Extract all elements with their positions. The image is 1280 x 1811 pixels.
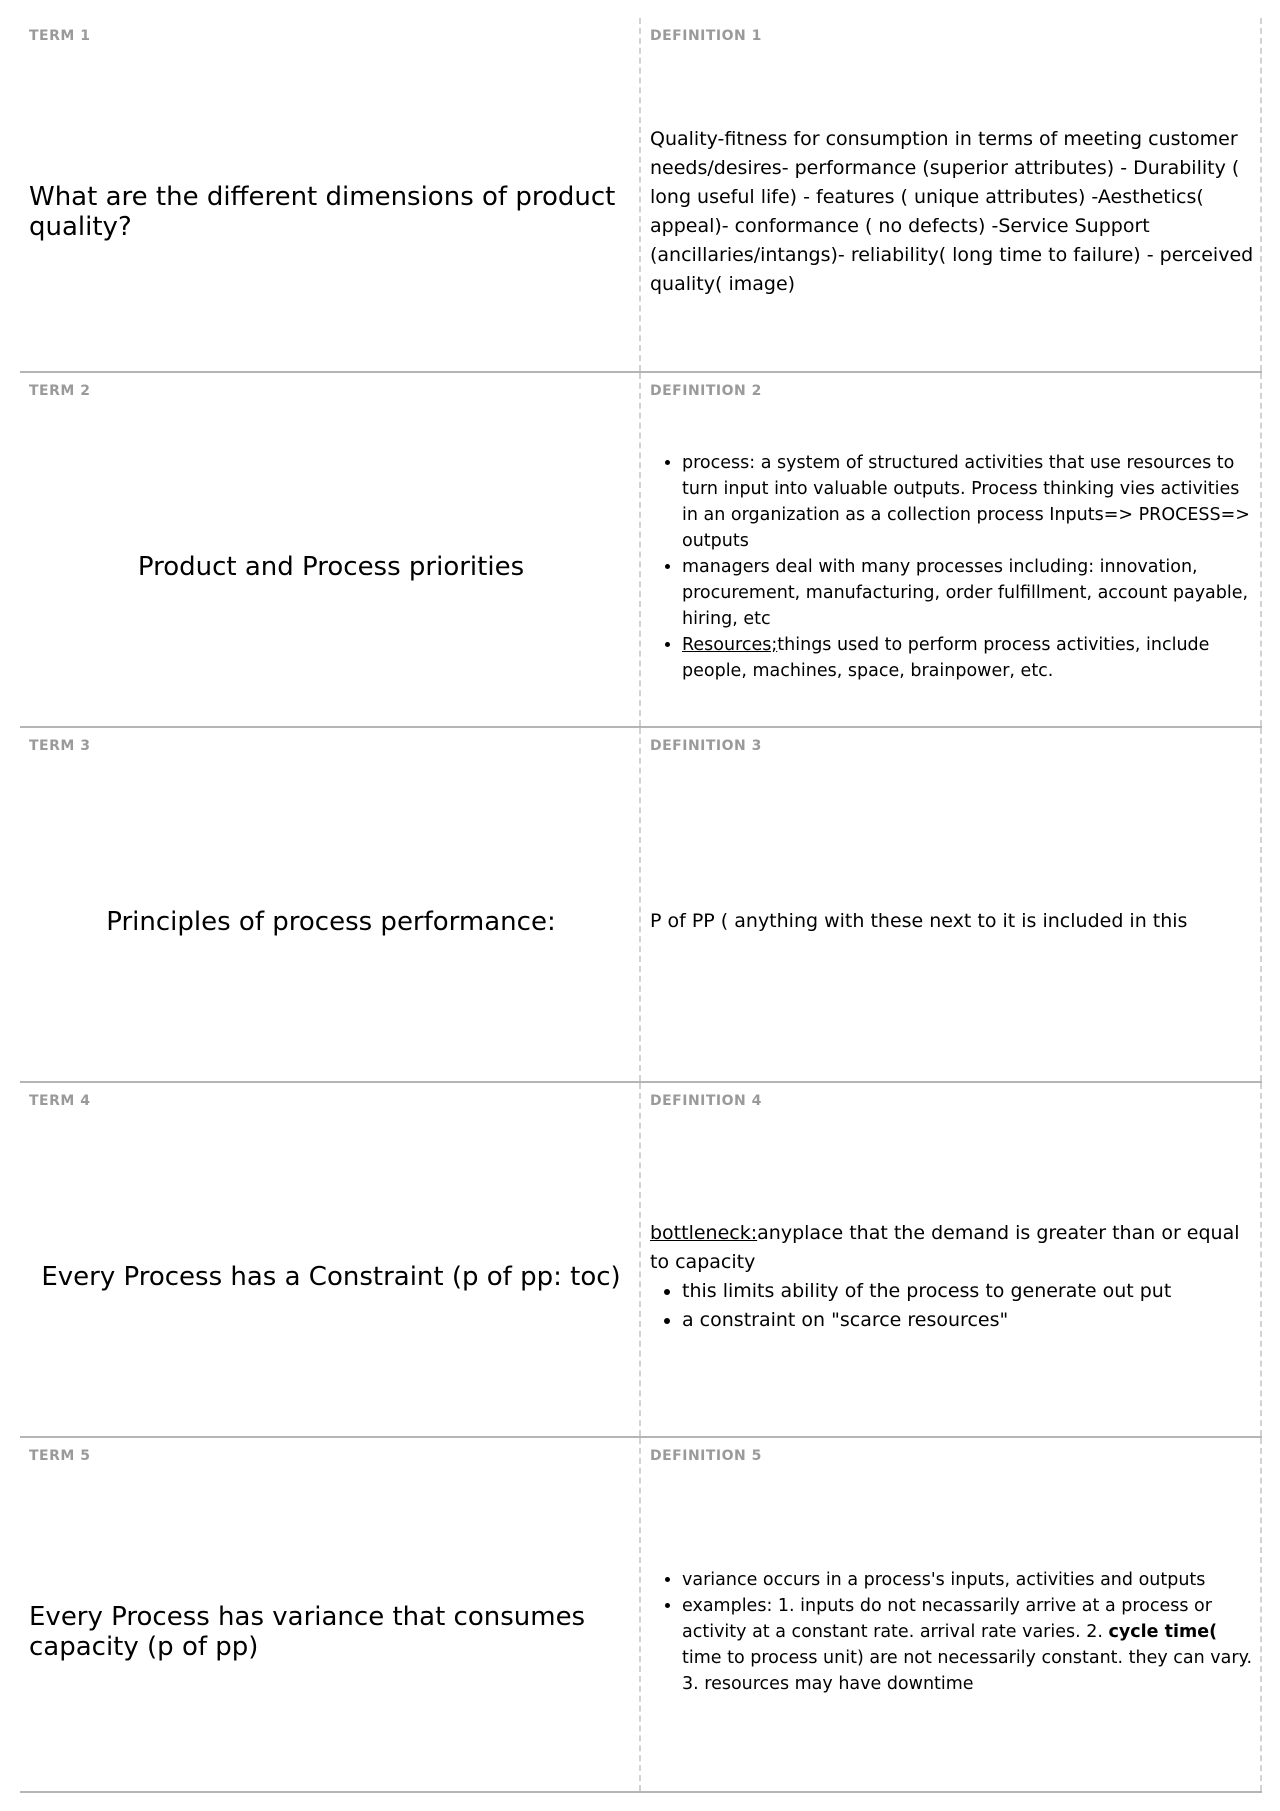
term-text: What are the different dimensions of product quality? — [29, 181, 616, 242]
list-item-text: things used to perform process activities, include people, machines, space, brainpower, etc. — [682, 634, 1210, 681]
term-label: TERM 4 — [29, 1093, 91, 1109]
flashcard-4 — [20, 1083, 1262, 1438]
term-label: TERM 2 — [29, 383, 91, 399]
flashcard-3 — [20, 728, 1262, 1083]
definition-label: DEFINITION 1 — [650, 28, 762, 44]
definition-list — [650, 450, 1254, 684]
list-item-text: examples: 1. inputs do not necassarily arrive at a process or activity at a constant rate. arrival rate varies. 2. — [682, 1595, 1212, 1642]
definition-text — [650, 450, 1254, 684]
list-item: • this limits ability of the process to generate out put — [682, 1277, 1254, 1306]
definition-label: DEFINITION 2 — [650, 383, 762, 399]
definition-cell — [641, 1083, 1262, 1436]
term-text: Every Process has a Constraint (p of pp: toc) — [41, 1261, 621, 1292]
list-item: • a constraint on "scarce resources" — [682, 1306, 1254, 1335]
list-item: • process: a system of structured activities that use resources to turn input into valuable outputs. Process thinking vies activities in an organization as a collection process Inputs=> PROCESS=> outputs — [682, 450, 1254, 554]
flashcard-2 — [20, 373, 1262, 728]
definition-label: DEFINITION 3 — [650, 738, 762, 754]
term-cell — [20, 18, 641, 371]
definition-label: DEFINITION 4 — [650, 1093, 762, 1109]
term-label: TERM 1 — [29, 28, 91, 44]
term-label: TERM 3 — [29, 738, 91, 754]
definition-text: P of PP ( anything with these next to it is included in this — [650, 910, 1188, 932]
definition-text — [650, 1567, 1254, 1697]
definition-cell — [641, 373, 1262, 726]
definition-cell — [641, 18, 1262, 371]
flashcard-5 — [20, 1438, 1262, 1793]
definition-intro-text: anyplace that the demand is greater than or equal to capacity — [650, 1221, 1240, 1273]
definition-label: DEFINITION 5 — [650, 1448, 762, 1464]
term-text: Product and Process priorities — [137, 551, 525, 582]
definition-cell — [641, 1438, 1262, 1791]
term-cell — [20, 728, 641, 1081]
definition-cell — [641, 728, 1262, 1081]
list-item: • variance occurs in a process's inputs, activities and outputs — [682, 1567, 1254, 1593]
list-item — [682, 1593, 1254, 1697]
term-label: TERM 5 — [29, 1448, 91, 1464]
underlined-term: bottleneck: — [650, 1221, 758, 1244]
definition-list — [650, 1567, 1254, 1697]
bold-term: cycle time( — [1108, 1621, 1218, 1642]
list-item — [682, 632, 1254, 684]
term-cell — [20, 1438, 641, 1791]
term-text: Principles of process performance: — [106, 906, 556, 937]
underlined-term: Resources; — [682, 634, 778, 655]
list-item-text: time to process unit) are not necessarily constant. they can vary. 3. resources may have downtime — [682, 1647, 1253, 1694]
definition-list — [650, 1277, 1254, 1335]
definition-text — [650, 1219, 1254, 1335]
flashcard-1 — [20, 18, 1262, 373]
list-item: • managers deal with many processes including: innovation, procurement, manufacturing, order fulfillment, account payable, hiring, etc — [682, 554, 1254, 632]
term-text: Every Process has variance that consumes capacity (p of pp) — [29, 1601, 586, 1662]
definition-intro — [650, 1219, 1254, 1277]
flashcard-sheet — [20, 18, 1262, 1793]
term-cell — [20, 373, 641, 726]
definition-text: Quality-fitness for consumption in terms of meeting customer needs/desires- performance (superior attributes) - Durability ( long useful life) - features ( unique attributes) -Aesthetics( appeal)- conformance ( no defects) -Service Support (ancillaries/intangs)- reliability( long time to failure) - perceived quality( image) — [650, 127, 1254, 295]
term-cell — [20, 1083, 641, 1436]
